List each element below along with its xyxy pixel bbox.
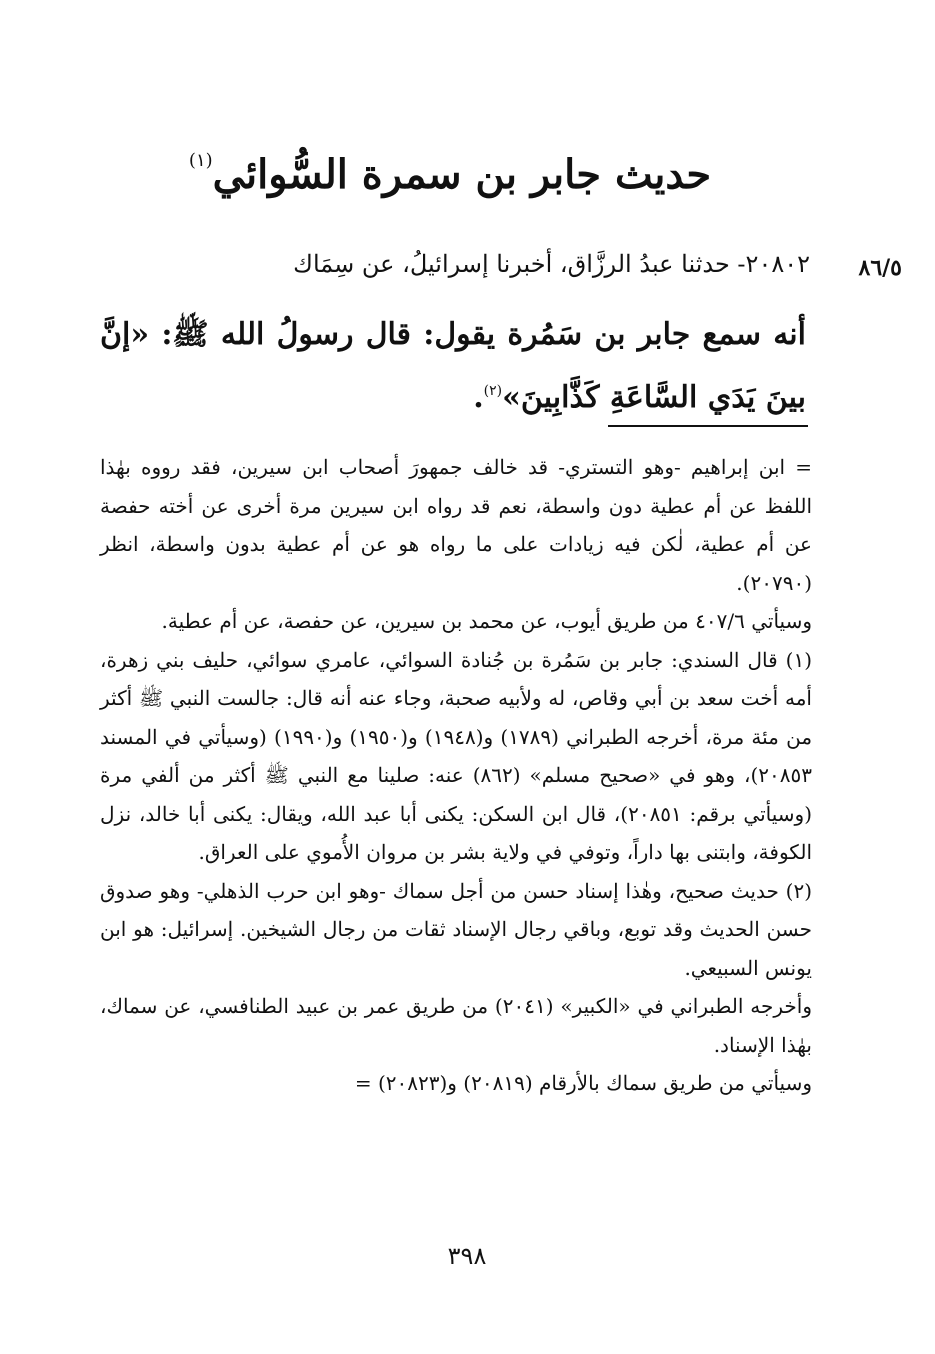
footnote-paragraph: وسيأتي ٤٠٧/٦ من طريق أيوب، عن محمد بن سيرين، عن حفصة، عن أم عطية. [161,609,812,633]
hadith-end-mark: . [473,380,484,415]
title-footnote-marker: (١) [188,150,213,171]
hadith-matn: أنه سمع جابر بن سَمُرة يقول: قال رسولُ الله ﷺ: «إنَّ بينَ يَدَي السَّاعَةِ كَذَّابِينَ» [100,317,806,415]
hadith-isnad-line: ٢٠٨٠٢- حدثنا عبدُ الرزَّاق، أخبرنا إسرائيلُ، عن سِمَاك [293,250,810,278]
footnote-paragraph: (٢) حديث صحيح، وهٰذا إسناد حسن من أجل سماك -وهو ابن حرب الذهلي- وهو صدوق حسن الحديث وقد توبع، وباقي رجال الإسناد ثقات من رجال الشيخين. إسرائيل: هو ابن يونس السبيعي. [100,878,812,980]
chapter-title-text: حديث جابر بن سمرة السُّوائي [212,151,712,198]
footnote-paragraph: وأخرجه الطبراني في «الكبير» (٢٠٤١) من طريق عمر بن عبيد الطنافسي، عن سماك، بهٰذا الإسناد. [100,994,812,1057]
footnote-separator [608,425,808,427]
volume-page-reference: ٨٦/٥ [858,255,902,281]
page-number: ٣٩٨ [447,1242,487,1270]
hadith-text [100,307,806,426]
chapter-title [150,150,750,198]
footnotes-section [100,448,812,1103]
footnote-paragraph: وسيأتي من طريق سماك بالأرقام (٢٠٨١٩) و(٢٠٨٢٣) = [354,1071,812,1095]
footnote-paragraph: (١) قال السندي: جابر بن سَمُرة بن جُنادة السوائي، عامري سوائي، حليف بني زهرة، أمه أخت سعد بن أبي وقاص، له ولأبيه صحبة، وجاء عنه أنه قال: جالست النبي ﷺ أكثر من مئة مرة، أخرجه الطبراني (١٧٨٩) و(١٩٤٨) و(١٩٥٠) و(١٩٩٠) (وسيأتي في المسند ٢٠٨٥٣)، وهو في «صحيح مسلم» (٨٦٢) عنه: صلينا مع النبي ﷺ أكثر من ألفي مرة (وسيأتي برقم: ٢٠٨٥١)، قال ابن السكن: يكنى أبا عبد الله، ويقال: يكنى أبا خالد، نزل الكوفة، وابتنى بها داراً، وتوفي في ولاية بشر بن مروان الأُموي على العراق. [100,647,813,864]
hadith-footnote-marker: (٢) [483,383,503,399]
footnote-paragraph: = ابن إبراهيم -وهو التستري- قد خالف جمهورَ أصحاب ابن سيرين، فقد رووه بهٰذا اللفظ عن أم عطية دون واسطة، نعم قد رواه ابن سيرين مرة أخرى عن أخته حفصة عن أم عطية، لٰكن فيه زيادات على ما رواه هو عن أم عطية بدون واسطة، انظر (٢٠٧٩٠). [100,455,812,595]
